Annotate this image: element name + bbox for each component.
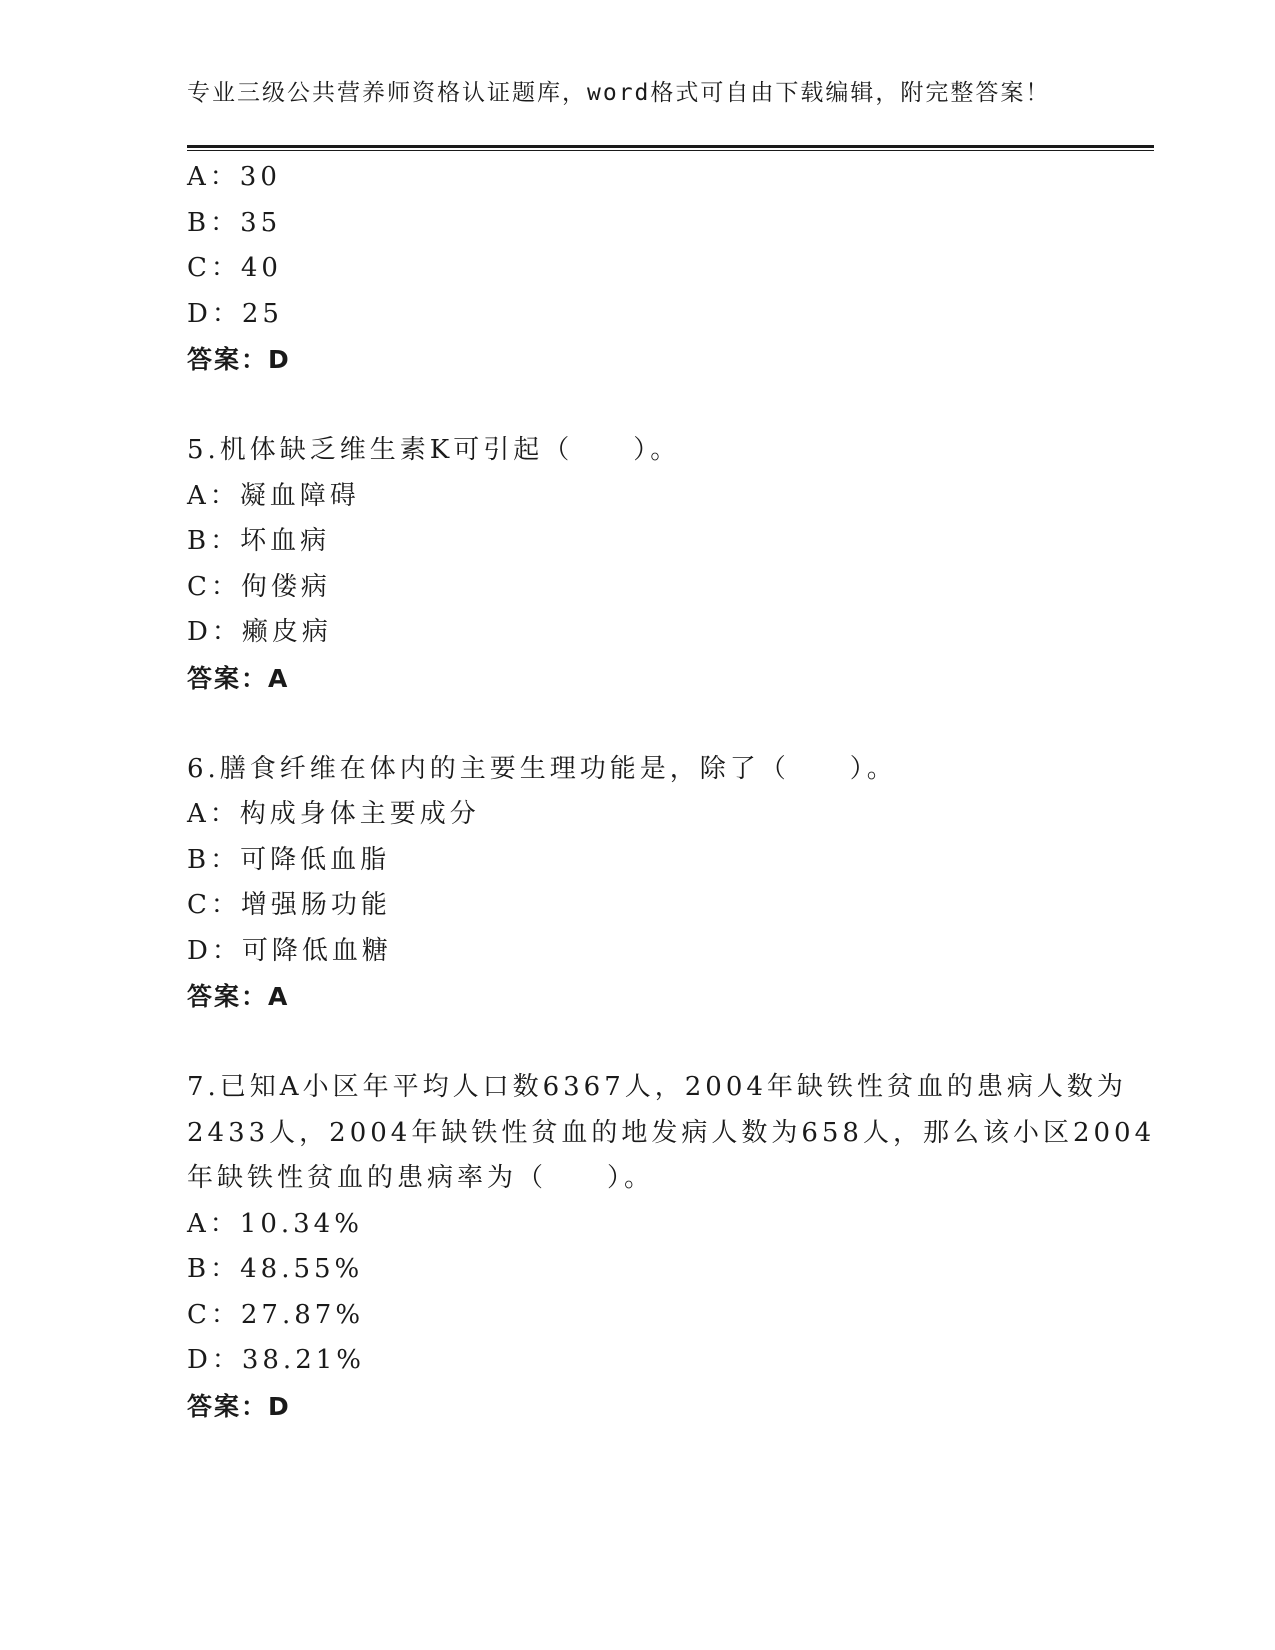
spacer [187,1020,1087,1066]
question-stem: 6.膳食纤维在体内的主要生理功能是，除了（ ）。 [187,753,897,784]
question-content [187,155,1156,1429]
option-a: A：10.34% [187,1208,363,1239]
question-7 [187,1065,1156,1429]
spacer [187,383,1087,429]
answer-line: 答案：A [187,663,290,693]
option-c: C：40 [187,253,282,283]
question-stem-line-1: 7.已知A小区年平均人口数6367人，2004年缺铁性贫血的患病人数为 [187,1072,1127,1102]
option-c: C：佝偻病 [187,571,331,602]
answer-line: 答案：D [187,1391,291,1421]
option-c: C：增强肠功能 [187,890,391,920]
option-d: D：25 [187,298,283,329]
question-stem-line-2: 2433人，2004年缺铁性贫血的地发病人数为658人，那么该小区2004 [187,1117,1156,1148]
option-b: B：48.55% [187,1254,364,1284]
spacer [187,701,1087,747]
option-c: C：27.87% [187,1299,365,1330]
question-stem-line-3: 年缺铁性贫血的患病率为（ ）。 [187,1163,655,1193]
answer-line: 答案：D [187,345,291,374]
option-b: B：可降低血脂 [187,844,391,875]
option-a: A：构成身体主要成分 [187,799,480,829]
header-rule [187,145,1154,151]
option-d: D：可降低血糖 [187,935,392,966]
option-d: D：癞皮病 [187,617,332,647]
answer-line: 答案：A [187,982,290,1011]
question-6 [187,747,1087,1020]
question-block-prev [187,155,1087,383]
option-a: A：30 [187,162,281,192]
question-stem: 5.机体缺乏维生素K可引起（ ）。 [187,435,681,465]
option-b: B：坏血病 [187,526,331,556]
page-header: 专业三级公共营养师资格认证题库，word格式可自由下载编辑，附完整答案！ [187,80,1051,106]
option-a: A：凝血障碍 [187,480,360,511]
question-5 [187,428,1087,701]
option-d: D：38.21% [187,1345,365,1375]
option-b: B：35 [187,207,282,238]
